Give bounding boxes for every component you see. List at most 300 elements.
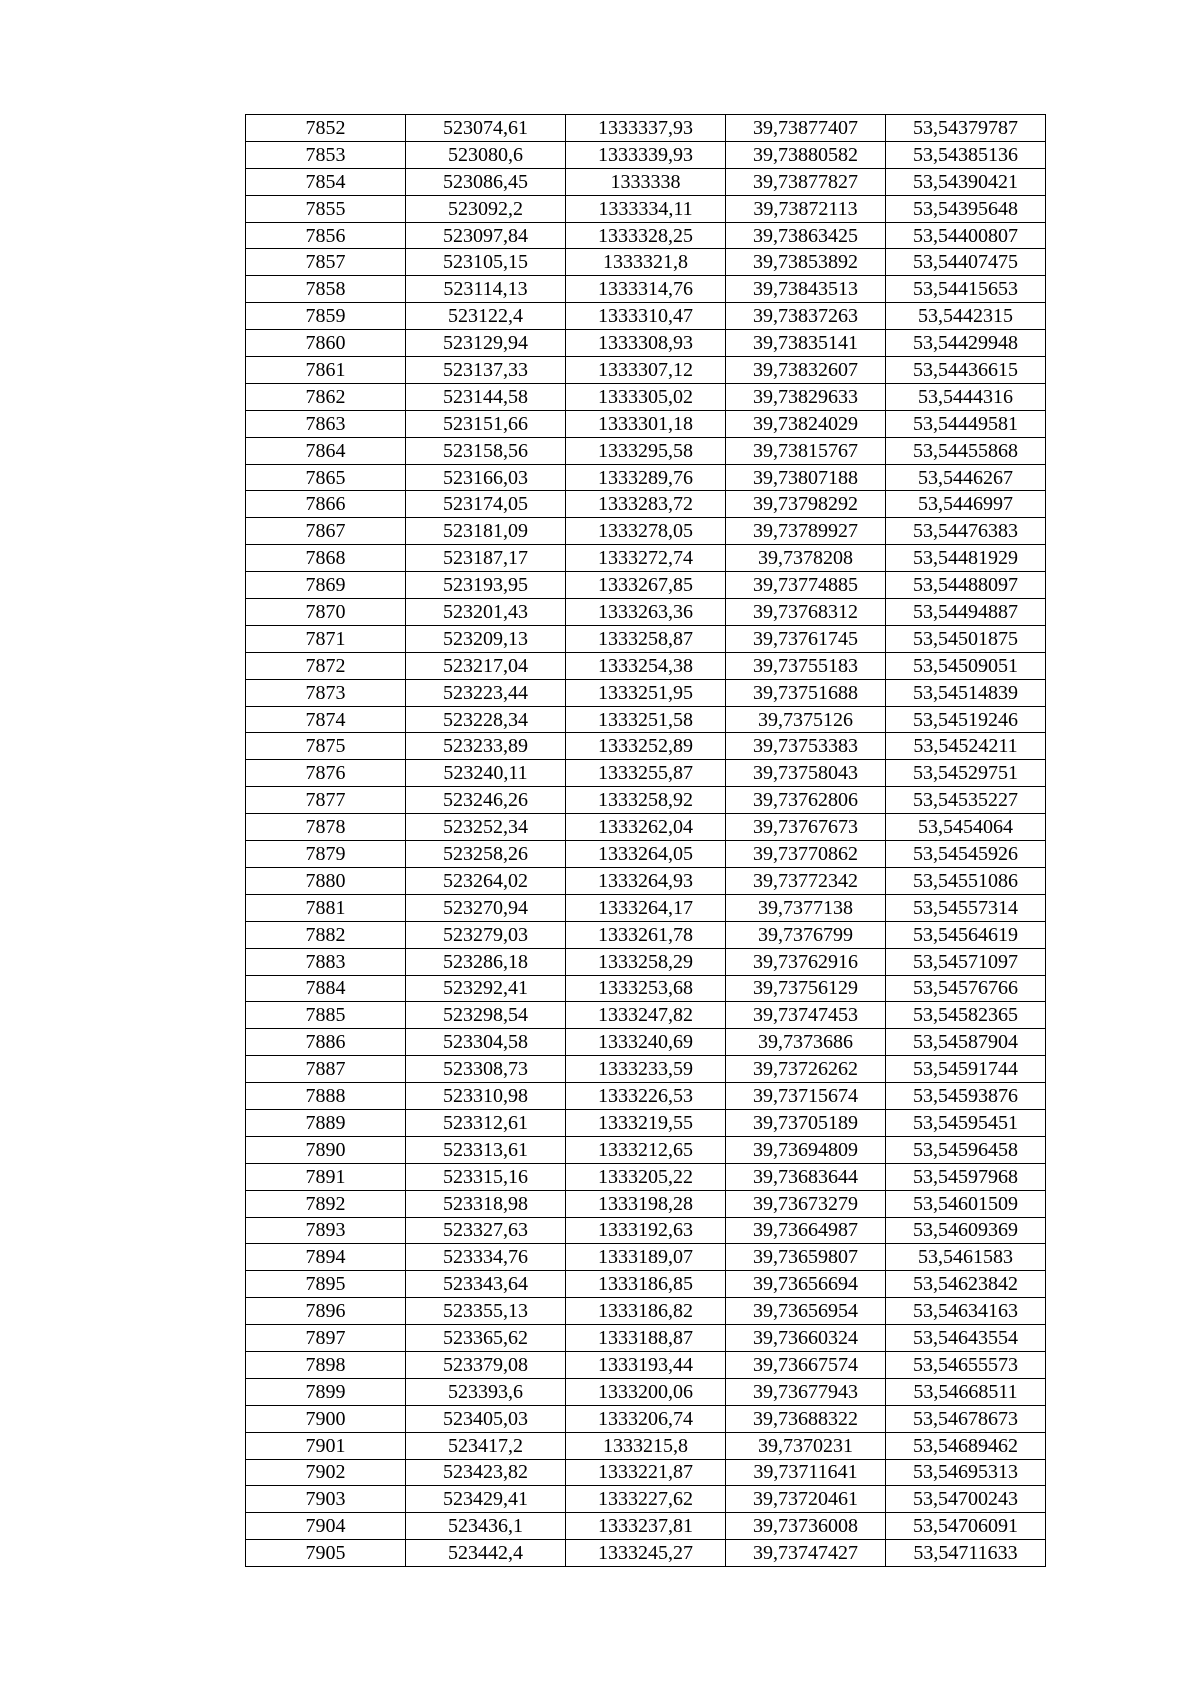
x-coordinate-cell: 523417,2 [406,1432,566,1459]
latitude-cell: 53,54551086 [886,867,1046,894]
x-coordinate-cell: 523423,82 [406,1459,566,1486]
x-coordinate-cell: 523122,4 [406,303,566,330]
y-coordinate-cell: 1333258,87 [566,625,726,652]
longitude-cell: 39,73736008 [726,1513,886,1540]
y-coordinate-cell: 1333252,89 [566,733,726,760]
x-coordinate-cell: 523355,13 [406,1298,566,1325]
latitude-cell: 53,54529751 [886,760,1046,787]
table-row [246,625,1046,652]
y-coordinate-cell: 1333301,18 [566,410,726,437]
latitude-cell: 53,54545926 [886,841,1046,868]
y-coordinate-cell: 1333283,72 [566,491,726,518]
table-row [246,760,1046,787]
latitude-cell: 53,54700243 [886,1486,1046,1513]
longitude-cell: 39,73747427 [726,1540,886,1567]
latitude-cell: 53,54668511 [886,1378,1046,1405]
longitude-cell: 39,7377138 [726,894,886,921]
x-coordinate-cell: 523151,66 [406,410,566,437]
point-number-cell: 7893 [246,1217,406,1244]
y-coordinate-cell: 1333245,27 [566,1540,726,1567]
table-row [246,572,1046,599]
point-number-cell: 7899 [246,1378,406,1405]
table-row [246,437,1046,464]
latitude-cell: 53,54385136 [886,141,1046,168]
x-coordinate-cell: 523209,13 [406,625,566,652]
y-coordinate-cell: 1333261,78 [566,921,726,948]
point-number-cell: 7860 [246,330,406,357]
x-coordinate-cell: 523327,63 [406,1217,566,1244]
point-number-cell: 7904 [246,1513,406,1540]
y-coordinate-cell: 1333200,06 [566,1378,726,1405]
x-coordinate-cell: 523092,2 [406,195,566,222]
y-coordinate-cell: 1333264,93 [566,867,726,894]
table-row [246,1378,1046,1405]
x-coordinate-cell: 523365,62 [406,1325,566,1352]
y-coordinate-cell: 1333305,02 [566,383,726,410]
point-number-cell: 7872 [246,652,406,679]
y-coordinate-cell: 1333215,8 [566,1432,726,1459]
point-number-cell: 7896 [246,1298,406,1325]
point-number-cell: 7882 [246,921,406,948]
point-number-cell: 7898 [246,1351,406,1378]
longitude-cell: 39,73789927 [726,518,886,545]
y-coordinate-cell: 1333258,29 [566,948,726,975]
longitude-cell: 39,73762916 [726,948,886,975]
point-number-cell: 7858 [246,276,406,303]
latitude-cell: 53,54643554 [886,1325,1046,1352]
y-coordinate-cell: 1333206,74 [566,1405,726,1432]
latitude-cell: 53,5444316 [886,383,1046,410]
y-coordinate-cell: 1333262,04 [566,814,726,841]
point-number-cell: 7885 [246,1002,406,1029]
longitude-cell: 39,73798292 [726,491,886,518]
y-coordinate-cell: 1333205,22 [566,1163,726,1190]
table-row [246,1029,1046,1056]
y-coordinate-cell: 1333237,81 [566,1513,726,1540]
y-coordinate-cell: 1333193,44 [566,1351,726,1378]
y-coordinate-cell: 1333289,76 [566,464,726,491]
longitude-cell: 39,73877407 [726,115,886,142]
longitude-cell: 39,73705189 [726,1109,886,1136]
latitude-cell: 53,54481929 [886,545,1046,572]
y-coordinate-cell: 1333251,95 [566,679,726,706]
longitude-cell: 39,73694809 [726,1136,886,1163]
x-coordinate-cell: 523393,6 [406,1378,566,1405]
point-number-cell: 7891 [246,1163,406,1190]
latitude-cell: 53,54501875 [886,625,1046,652]
point-number-cell: 7900 [246,1405,406,1432]
table-row [246,921,1046,948]
x-coordinate-cell: 523442,4 [406,1540,566,1567]
longitude-cell: 39,73829633 [726,383,886,410]
y-coordinate-cell: 1333198,28 [566,1190,726,1217]
latitude-cell: 53,54407475 [886,249,1046,276]
x-coordinate-cell: 523137,33 [406,357,566,384]
point-number-cell: 7859 [246,303,406,330]
x-coordinate-cell: 523252,34 [406,814,566,841]
point-number-cell: 7869 [246,572,406,599]
table-row [246,1190,1046,1217]
latitude-cell: 53,54576766 [886,975,1046,1002]
y-coordinate-cell: 1333310,47 [566,303,726,330]
table-row [246,545,1046,572]
x-coordinate-cell: 523097,84 [406,222,566,249]
y-coordinate-cell: 1333278,05 [566,518,726,545]
longitude-cell: 39,7376799 [726,921,886,948]
longitude-cell: 39,73726262 [726,1056,886,1083]
latitude-cell: 53,54601509 [886,1190,1046,1217]
point-number-cell: 7888 [246,1083,406,1110]
table-row [246,1083,1046,1110]
longitude-cell: 39,7373686 [726,1029,886,1056]
y-coordinate-cell: 1333254,38 [566,652,726,679]
longitude-cell: 39,73837263 [726,303,886,330]
longitude-cell: 39,73667574 [726,1351,886,1378]
y-coordinate-cell: 1333263,36 [566,599,726,626]
y-coordinate-cell: 1333186,85 [566,1271,726,1298]
latitude-cell: 53,54429948 [886,330,1046,357]
latitude-cell: 53,54449581 [886,410,1046,437]
table-row [246,1486,1046,1513]
latitude-cell: 53,5461583 [886,1244,1046,1271]
longitude-cell: 39,73853892 [726,249,886,276]
latitude-cell: 53,54476383 [886,518,1046,545]
point-number-cell: 7855 [246,195,406,222]
x-coordinate-cell: 523436,1 [406,1513,566,1540]
longitude-cell: 39,73673279 [726,1190,886,1217]
y-coordinate-cell: 1333219,55 [566,1109,726,1136]
longitude-cell: 39,73843513 [726,276,886,303]
point-number-cell: 7877 [246,787,406,814]
x-coordinate-cell: 523258,26 [406,841,566,868]
y-coordinate-cell: 1333314,76 [566,276,726,303]
latitude-cell: 53,54564619 [886,921,1046,948]
longitude-cell: 39,73762806 [726,787,886,814]
longitude-cell: 39,73677943 [726,1378,886,1405]
longitude-cell: 39,73751688 [726,679,886,706]
table-row [246,1002,1046,1029]
point-number-cell: 7879 [246,841,406,868]
x-coordinate-cell: 523310,98 [406,1083,566,1110]
latitude-cell: 53,54689462 [886,1432,1046,1459]
point-number-cell: 7854 [246,168,406,195]
latitude-cell: 53,54509051 [886,652,1046,679]
longitude-cell: 39,73720461 [726,1486,886,1513]
latitude-cell: 53,54706091 [886,1513,1046,1540]
longitude-cell: 39,7375126 [726,706,886,733]
y-coordinate-cell: 1333247,82 [566,1002,726,1029]
table-row [246,679,1046,706]
longitude-cell: 39,73815767 [726,437,886,464]
x-coordinate-cell: 523233,89 [406,733,566,760]
x-coordinate-cell: 523298,54 [406,1002,566,1029]
latitude-cell: 53,54488097 [886,572,1046,599]
table-row [246,330,1046,357]
latitude-cell: 53,54595451 [886,1109,1046,1136]
point-number-cell: 7871 [246,625,406,652]
latitude-cell: 53,54609369 [886,1217,1046,1244]
point-number-cell: 7880 [246,867,406,894]
y-coordinate-cell: 1333307,12 [566,357,726,384]
x-coordinate-cell: 523223,44 [406,679,566,706]
point-number-cell: 7881 [246,894,406,921]
x-coordinate-cell: 523379,08 [406,1351,566,1378]
longitude-cell: 39,73872113 [726,195,886,222]
latitude-cell: 53,54436615 [886,357,1046,384]
table-row [246,1109,1046,1136]
y-coordinate-cell: 1333212,65 [566,1136,726,1163]
point-number-cell: 7861 [246,357,406,384]
latitude-cell: 53,54587904 [886,1029,1046,1056]
latitude-cell: 53,54582365 [886,1002,1046,1029]
table-row [246,1540,1046,1567]
y-coordinate-cell: 1333255,87 [566,760,726,787]
point-number-cell: 7884 [246,975,406,1002]
coordinates-table [245,114,1046,1567]
x-coordinate-cell: 523334,76 [406,1244,566,1271]
point-number-cell: 7894 [246,1244,406,1271]
y-coordinate-cell: 1333189,07 [566,1244,726,1271]
x-coordinate-cell: 523246,26 [406,787,566,814]
x-coordinate-cell: 523315,16 [406,1163,566,1190]
point-number-cell: 7865 [246,464,406,491]
table-row [246,1351,1046,1378]
point-number-cell: 7868 [246,545,406,572]
table-row [246,652,1046,679]
x-coordinate-cell: 523181,09 [406,518,566,545]
table-row [246,1432,1046,1459]
latitude-cell: 53,54678673 [886,1405,1046,1432]
x-coordinate-cell: 523429,41 [406,1486,566,1513]
point-number-cell: 7870 [246,599,406,626]
point-number-cell: 7874 [246,706,406,733]
point-number-cell: 7866 [246,491,406,518]
longitude-cell: 39,73774885 [726,572,886,599]
x-coordinate-cell: 523144,58 [406,383,566,410]
y-coordinate-cell: 1333226,53 [566,1083,726,1110]
x-coordinate-cell: 523279,03 [406,921,566,948]
x-coordinate-cell: 523166,03 [406,464,566,491]
longitude-cell: 39,73688322 [726,1405,886,1432]
x-coordinate-cell: 523080,6 [406,141,566,168]
point-number-cell: 7895 [246,1271,406,1298]
longitude-cell: 39,73755183 [726,652,886,679]
table-row [246,733,1046,760]
point-number-cell: 7878 [246,814,406,841]
table-row [246,894,1046,921]
table-row [246,841,1046,868]
x-coordinate-cell: 523292,41 [406,975,566,1002]
latitude-cell: 53,54695313 [886,1459,1046,1486]
y-coordinate-cell: 1333338 [566,168,726,195]
point-number-cell: 7853 [246,141,406,168]
table-row [246,1056,1046,1083]
table-row [246,1163,1046,1190]
x-coordinate-cell: 523174,05 [406,491,566,518]
latitude-cell: 53,54379787 [886,115,1046,142]
x-coordinate-cell: 523193,95 [406,572,566,599]
x-coordinate-cell: 523343,64 [406,1271,566,1298]
table-row [246,975,1046,1002]
longitude-cell: 39,73756129 [726,975,886,1002]
table-row [246,1298,1046,1325]
longitude-cell: 39,73753383 [726,733,886,760]
latitude-cell: 53,54597968 [886,1163,1046,1190]
latitude-cell: 53,54571097 [886,948,1046,975]
table-row [246,357,1046,384]
x-coordinate-cell: 523086,45 [406,168,566,195]
y-coordinate-cell: 1333221,87 [566,1459,726,1486]
table-row [246,518,1046,545]
longitude-cell: 39,73770862 [726,841,886,868]
latitude-cell: 53,54596458 [886,1136,1046,1163]
point-number-cell: 7873 [246,679,406,706]
x-coordinate-cell: 523318,98 [406,1190,566,1217]
x-coordinate-cell: 523312,61 [406,1109,566,1136]
longitude-cell: 39,73715674 [726,1083,886,1110]
latitude-cell: 53,54535227 [886,787,1046,814]
x-coordinate-cell: 523158,56 [406,437,566,464]
table-row [246,141,1046,168]
y-coordinate-cell: 1333267,85 [566,572,726,599]
longitude-cell: 39,73656694 [726,1271,886,1298]
x-coordinate-cell: 523228,34 [406,706,566,733]
x-coordinate-cell: 523304,58 [406,1029,566,1056]
table-row [246,787,1046,814]
table-row [246,464,1046,491]
y-coordinate-cell: 1333253,68 [566,975,726,1002]
table-row [246,195,1046,222]
table-row [246,491,1046,518]
point-number-cell: 7905 [246,1540,406,1567]
point-number-cell: 7903 [246,1486,406,1513]
y-coordinate-cell: 1333321,8 [566,249,726,276]
table-row [246,383,1046,410]
point-number-cell: 7887 [246,1056,406,1083]
x-coordinate-cell: 523313,61 [406,1136,566,1163]
point-number-cell: 7862 [246,383,406,410]
table-row [246,1513,1046,1540]
latitude-cell: 53,54634163 [886,1298,1046,1325]
point-number-cell: 7852 [246,115,406,142]
point-number-cell: 7863 [246,410,406,437]
longitude-cell: 39,73711641 [726,1459,886,1486]
x-coordinate-cell: 523129,94 [406,330,566,357]
latitude-cell: 53,54655573 [886,1351,1046,1378]
table-row [246,867,1046,894]
table-row [246,222,1046,249]
table-row [246,706,1046,733]
latitude-cell: 53,54519246 [886,706,1046,733]
latitude-cell: 53,54711633 [886,1540,1046,1567]
point-number-cell: 7897 [246,1325,406,1352]
x-coordinate-cell: 523240,11 [406,760,566,787]
y-coordinate-cell: 1333334,11 [566,195,726,222]
longitude-cell: 39,73768312 [726,599,886,626]
table-row [246,1217,1046,1244]
point-number-cell: 7864 [246,437,406,464]
longitude-cell: 39,73659807 [726,1244,886,1271]
longitude-cell: 39,73656954 [726,1298,886,1325]
x-coordinate-cell: 523201,43 [406,599,566,626]
y-coordinate-cell: 1333308,93 [566,330,726,357]
latitude-cell: 53,5446997 [886,491,1046,518]
y-coordinate-cell: 1333295,58 [566,437,726,464]
x-coordinate-cell: 523217,04 [406,652,566,679]
x-coordinate-cell: 523405,03 [406,1405,566,1432]
y-coordinate-cell: 1333328,25 [566,222,726,249]
y-coordinate-cell: 1333251,58 [566,706,726,733]
table-row [246,1405,1046,1432]
latitude-cell: 53,54390421 [886,168,1046,195]
y-coordinate-cell: 1333337,93 [566,115,726,142]
y-coordinate-cell: 1333264,05 [566,841,726,868]
y-coordinate-cell: 1333186,82 [566,1298,726,1325]
longitude-cell: 39,73863425 [726,222,886,249]
longitude-cell: 39,73664987 [726,1217,886,1244]
x-coordinate-cell: 523114,13 [406,276,566,303]
latitude-cell: 53,54591744 [886,1056,1046,1083]
point-number-cell: 7892 [246,1190,406,1217]
latitude-cell: 53,54557314 [886,894,1046,921]
latitude-cell: 53,54593876 [886,1083,1046,1110]
point-number-cell: 7857 [246,249,406,276]
y-coordinate-cell: 1333258,92 [566,787,726,814]
longitude-cell: 39,73832607 [726,357,886,384]
point-number-cell: 7886 [246,1029,406,1056]
latitude-cell: 53,5454064 [886,814,1046,841]
y-coordinate-cell: 1333227,62 [566,1486,726,1513]
longitude-cell: 39,73877827 [726,168,886,195]
y-coordinate-cell: 1333339,93 [566,141,726,168]
table-row [246,814,1046,841]
table-row [246,1459,1046,1486]
longitude-cell: 39,73660324 [726,1325,886,1352]
longitude-cell: 39,73761745 [726,625,886,652]
x-coordinate-cell: 523074,61 [406,115,566,142]
table-row [246,276,1046,303]
longitude-cell: 39,7378208 [726,545,886,572]
latitude-cell: 53,54514839 [886,679,1046,706]
y-coordinate-cell: 1333233,59 [566,1056,726,1083]
latitude-cell: 53,54455868 [886,437,1046,464]
longitude-cell: 39,73824029 [726,410,886,437]
latitude-cell: 53,54494887 [886,599,1046,626]
point-number-cell: 7876 [246,760,406,787]
x-coordinate-cell: 523105,15 [406,249,566,276]
table-row [246,948,1046,975]
x-coordinate-cell: 523286,18 [406,948,566,975]
longitude-cell: 39,73772342 [726,867,886,894]
latitude-cell: 53,54524211 [886,733,1046,760]
coordinates-table-body [246,115,1046,1567]
latitude-cell: 53,5442315 [886,303,1046,330]
longitude-cell: 39,73758043 [726,760,886,787]
x-coordinate-cell: 523187,17 [406,545,566,572]
longitude-cell: 39,73767673 [726,814,886,841]
table-row [246,1136,1046,1163]
latitude-cell: 53,54415653 [886,276,1046,303]
table-row [246,1325,1046,1352]
point-number-cell: 7867 [246,518,406,545]
longitude-cell: 39,73683644 [726,1163,886,1190]
point-number-cell: 7901 [246,1432,406,1459]
x-coordinate-cell: 523270,94 [406,894,566,921]
point-number-cell: 7889 [246,1109,406,1136]
point-number-cell: 7883 [246,948,406,975]
x-coordinate-cell: 523308,73 [406,1056,566,1083]
table-row [246,168,1046,195]
